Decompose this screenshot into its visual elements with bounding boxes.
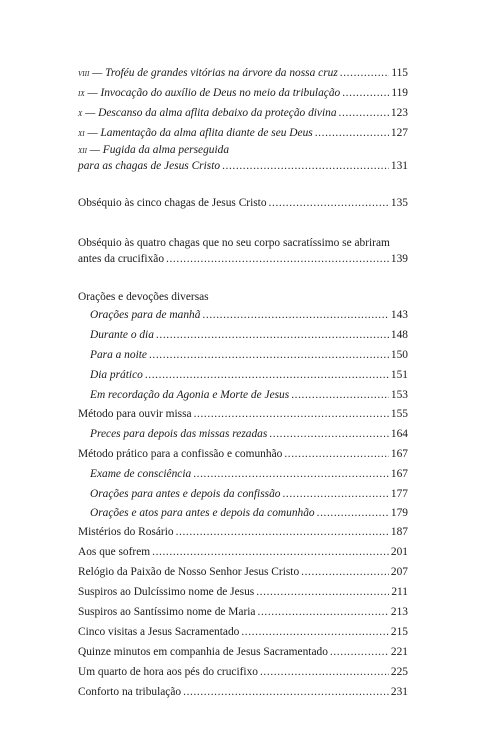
toc-page-number: 215	[390, 626, 408, 638]
toc-entry-label: Preces para depois das missas rezadas	[90, 428, 268, 440]
leader-dots	[222, 159, 389, 173]
leader-dots	[269, 196, 389, 210]
toc-page-number: 143	[390, 309, 408, 321]
leader-dots	[183, 685, 389, 699]
leader-dots	[269, 427, 389, 441]
toc-page-number: 167	[390, 448, 408, 460]
toc-entry-label: Conforto na tribulação	[78, 686, 182, 698]
toc-page-number: 119	[391, 87, 408, 99]
leader-dots	[256, 585, 389, 599]
toc-page-number: 127	[390, 127, 408, 139]
toc-page-number: 187	[390, 526, 408, 538]
toc-entry	[90, 487, 408, 501]
toc-entry-label: Mistérios do Rosário	[78, 526, 174, 538]
toc-entry-label: Relógio da Paixão de Nosso Senhor Jesus Cristo	[78, 566, 300, 578]
leader-dots	[145, 368, 389, 382]
toc-entry-label: para as chagas de Jesus Cristo	[78, 160, 221, 172]
toc-entry	[90, 308, 408, 322]
toc-page-number: 221	[390, 646, 408, 658]
leader-dots	[194, 407, 389, 421]
toc-page-number: 177	[390, 488, 408, 500]
toc-entry	[78, 252, 408, 266]
toc-entry	[90, 388, 408, 402]
leader-dots	[330, 645, 389, 659]
toc-entry	[78, 106, 408, 121]
toc-entry-label: Exame de consciência	[90, 468, 192, 480]
leader-dots	[301, 565, 389, 579]
toc-page-number: 131	[390, 160, 408, 172]
leader-dots	[176, 525, 389, 539]
leader-dots	[342, 86, 389, 100]
leader-dots	[340, 66, 390, 80]
toc-page-number: 201	[390, 546, 408, 558]
toc-entry-label: ix — Invocação do auxílio de Deus no meio da tribulação	[78, 87, 341, 99]
toc-entry-label: x — Descanso da alma aflita debaixo da proteção divina	[78, 107, 337, 119]
leader-dots	[284, 447, 389, 461]
toc-section-heading: Orações e devoções diversas	[78, 291, 209, 303]
leader-dots	[282, 487, 388, 501]
toc-page-number: 150	[390, 349, 408, 361]
toc-entry	[78, 447, 408, 461]
toc-entry-label: Suspiros ao Santíssimo nome de Maria	[78, 606, 256, 618]
toc-entry-label: Orações e atos para antes e depois da comunhão	[90, 507, 315, 519]
toc-entry	[78, 196, 408, 210]
toc-page-number: 231	[390, 686, 408, 698]
toc-entry-label-line1: Obséquio às quatro chagas que no seu corpo sacratíssimo se abriram	[78, 237, 390, 249]
toc-entry	[78, 665, 408, 679]
toc-entry	[78, 685, 408, 699]
toc-entry-label: Método prático para a confissão e comunhão	[78, 448, 283, 460]
toc-entry-label: Suspiros ao Dulcíssimo nome de Jesus	[78, 586, 255, 598]
leader-dots	[152, 545, 389, 559]
toc-entry-label: Orações para antes e depois da confissão	[90, 488, 281, 500]
toc-page-number: 123	[390, 107, 408, 119]
toc-page-number: 164	[390, 428, 408, 440]
toc-page-number: 155	[390, 408, 408, 420]
toc-entry	[78, 407, 408, 421]
toc-entry	[90, 368, 408, 382]
toc-entry	[90, 348, 408, 362]
toc-page-number: 139	[390, 253, 408, 265]
leader-dots	[260, 665, 389, 679]
toc-entry	[90, 467, 408, 481]
toc-entry	[78, 86, 408, 101]
leader-dots	[202, 308, 388, 322]
toc-page-number: 153	[390, 389, 408, 401]
toc-entry-label: Obséquio às cinco chagas de Jesus Cristo	[78, 197, 267, 209]
toc-entry	[78, 585, 408, 599]
leader-dots	[317, 506, 389, 520]
toc-entry-label: Um quarto de hora aos pés do crucifixo	[78, 666, 258, 678]
toc-entry-label: Cinco visitas a Jesus Sacramentado	[78, 626, 240, 638]
toc-page-number: 167	[390, 468, 408, 480]
leader-dots	[339, 106, 389, 120]
toc-page-number: 115	[391, 67, 408, 79]
toc-page-number: 225	[390, 666, 408, 678]
leader-dots	[258, 605, 389, 619]
toc-entry-label: Quinze minutos em companhia de Jesus Sacramentado	[78, 646, 328, 658]
toc-entry-label-line1: xii — Fugida da alma perseguida	[78, 144, 230, 156]
toc-entry	[78, 525, 408, 539]
leader-dots	[241, 625, 389, 639]
toc-entry	[78, 645, 408, 659]
toc-entry	[78, 605, 408, 619]
leader-dots	[149, 348, 389, 362]
toc-page-number: 148	[390, 329, 408, 341]
leader-dots	[166, 252, 389, 266]
toc-entry-label: viii — Troféu de grandes vitórias na árvore da nossa cruz	[78, 67, 338, 79]
toc-entry-label: antes da crucifixão	[78, 253, 165, 265]
toc-entry	[78, 66, 408, 81]
toc-entry-label: xi — Lamentação da alma aflita diante de seu Deus	[78, 127, 313, 139]
leader-dots	[291, 388, 389, 402]
toc-page-number: 135	[390, 197, 408, 209]
toc-entry-label: Orações para de manhã	[90, 309, 201, 321]
leader-dots	[315, 126, 389, 140]
toc-entry	[90, 427, 408, 441]
toc-entry-label: Método para ouvir missa	[78, 408, 192, 420]
toc-entry	[78, 126, 408, 141]
toc-entry-label: Dia prático	[90, 369, 143, 381]
toc-page-number: 211	[391, 586, 408, 598]
toc-entry-label: Aos que sofrem	[78, 546, 151, 558]
leader-dots	[193, 467, 389, 481]
leader-dots	[156, 328, 389, 342]
toc-entry	[90, 328, 408, 342]
toc-page-number: 151	[390, 369, 408, 381]
toc-page-number: 207	[390, 566, 408, 578]
toc-entry	[78, 159, 408, 173]
toc-entry	[78, 545, 408, 559]
toc-page-number: 179	[390, 507, 408, 519]
toc-entry	[78, 565, 408, 579]
toc-page-number: 213	[390, 606, 408, 618]
toc-entry-label: Em recordação da Agonia e Morte de Jesus	[90, 389, 290, 401]
toc-entry-label: Para a noite	[90, 349, 147, 361]
toc-entry	[78, 625, 408, 639]
toc-entry-label: Durante o dia	[90, 329, 154, 341]
toc-entry	[90, 506, 408, 520]
